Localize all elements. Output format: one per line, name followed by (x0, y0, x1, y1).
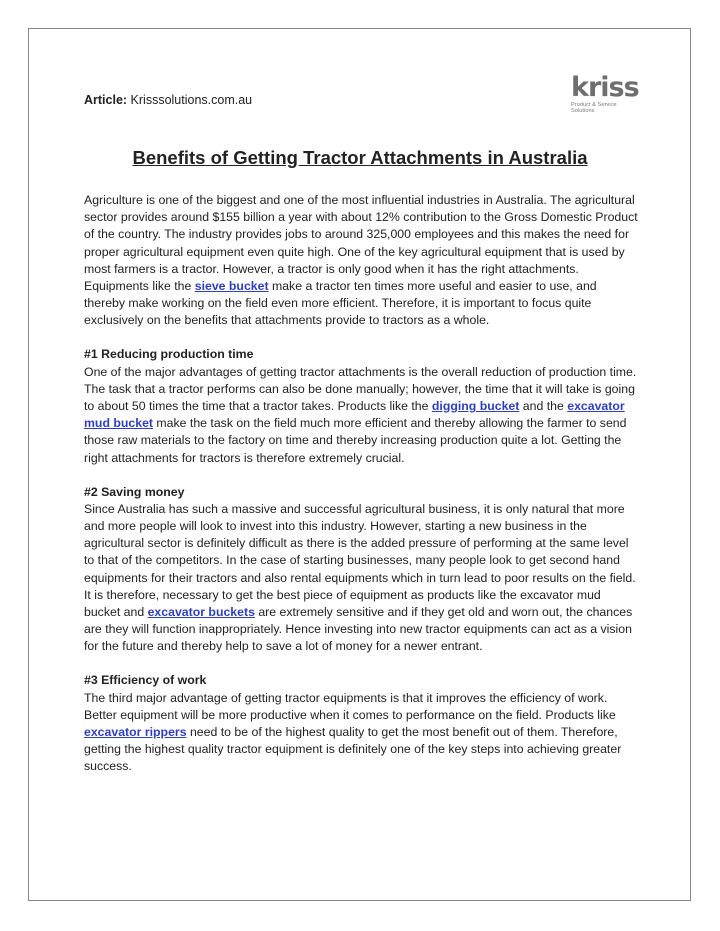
section-1-text-2: and the (519, 399, 568, 414)
section-2-heading: #2 Saving money (84, 484, 185, 499)
kriss-logo (571, 72, 639, 114)
section-3-heading: #3 Efficiency of work (84, 673, 207, 688)
intro-text-2: make a tractor ten times more useful and easier to use, and thereby make working on the field even more efficient. Therefore, it is important to focus quite exclusively on the benefits that attachments provide to tractors as a whole. (84, 279, 597, 328)
excavator-buckets-link[interactable]: excavator buckets (147, 605, 255, 620)
sieve-bucket-link[interactable]: sieve bucket (194, 279, 269, 294)
section-3-paragraph (84, 690, 640, 776)
section-1-text-1: One of the major advantages of getting tractor attachments is the overall reduction of production time. The task that a tractor performs can also be done manually; however, the time that it will take is going to about 50 times the time that a tractor takes. Products like the (84, 364, 637, 414)
excavator-mud-bucket-link[interactable]: excavator mud bucket (84, 399, 625, 431)
intro-text-1: Agriculture is one of the biggest and one of the most influential industries in Australia. The agricultural sector provides around $155 billion a year with about 12% contribution to the Gross Domestic Product of the country. The industry provides jobs to around 325,000 employees and this makes the need for proper agricultural equipment even quite high. One of the key agricultural equipment that is used by most farmers is a tractor. However, a tractor is only good when it has the right attachments. Equipments like the (84, 193, 638, 294)
section-2-text-1: Since Australia has such a massive and successful agricultural business, it is only natural that more and more people will look to invest into this industry. However, starting a new business in the agricultural sector is definitely difficult as there is the added pressure of performing at the same level to that of the competitors. In the case of starting businesses, many people look to get second hand equipments for their tractors and also rental equipments which in turn lead to poor results on the field. It is therefore, necessary to get the best piece of equipment as products like the excavator mud bucket and (84, 501, 636, 620)
logo-tagline: Product & Service Solutions (571, 102, 617, 114)
section-3-text-2: need to be of the highest quality to get the most benefit out of them. Therefore, getting the highest quality tractor equipment is definitely one of the key steps into achieving greater success. (84, 725, 622, 774)
logo-word: kriss (571, 72, 639, 103)
article-body (84, 192, 640, 792)
page-title: Benefits of Getting Tractor Attachments in Australia (132, 147, 588, 168)
section-1-text-3: make the task on the field much more efficient and thereby allowing the farmer to send those raw materials to the factory on time and thereby increasing production quite a lot. Getting the right attachments for tractors is therefore extremely crucial. (84, 416, 627, 465)
section-3-text-1: The third major advantage of getting tractor equipments is that it improves the efficiency of work. Better equipment will be more productive when it comes to performance on the field. Products like (84, 690, 616, 722)
digging-bucket-link[interactable]: digging bucket (431, 399, 520, 414)
section-1-paragraph (84, 364, 640, 467)
section-2-paragraph (84, 501, 640, 656)
article-source (84, 93, 252, 107)
excavator-rippers-link[interactable]: excavator rippers (84, 725, 187, 740)
article-value: Krisssolutions.com.au (127, 93, 253, 107)
section-1-heading: #1 Reducing production time (84, 347, 254, 362)
section-2-text-2: are extremely sensitive and if they get old and worn out, the chances are they will function inappropriately. Hence investing into new tractor equipments can act as a vision for the future and thereby help to save a lot of money for a newer entrant. (84, 605, 633, 654)
intro-paragraph (84, 192, 640, 330)
article-label: Article: (84, 93, 128, 107)
